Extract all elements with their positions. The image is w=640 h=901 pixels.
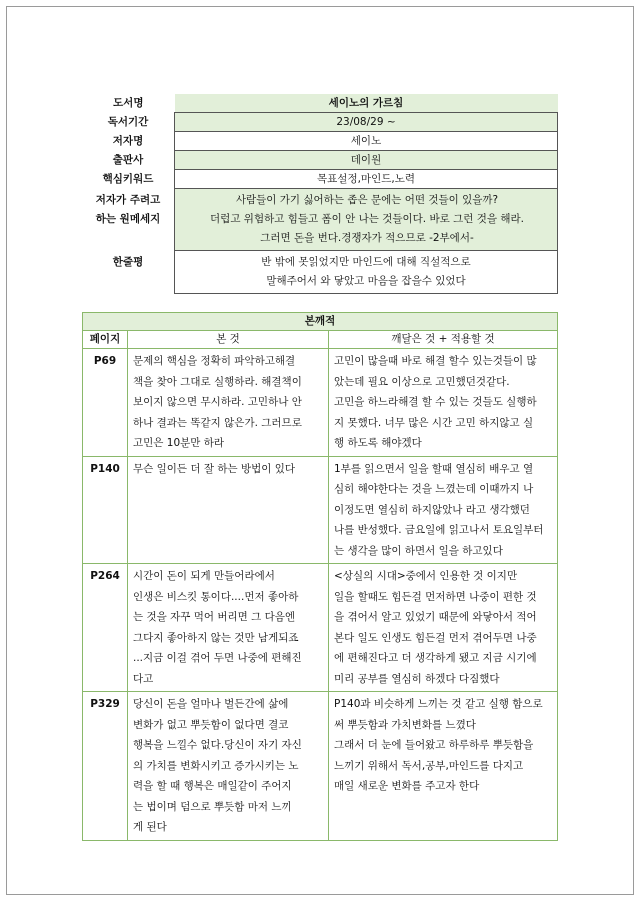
row-page-number: P329	[83, 692, 128, 841]
realized-line: 에 편해진다고 더 생각하게 됐고 지금 시기에	[334, 652, 537, 664]
review-line: 말해주어서 와 닿았고 마음을 잡을수 있었다	[266, 275, 466, 287]
seen-line: 행복을 느낄수 없다.당신이 자기 자신	[133, 739, 302, 751]
realized-line: 고민이 많을때 바로 해결 할수 있는것들이 많	[334, 355, 537, 367]
seen-line: 그다지 좋아하지 않는 것만 남게되죠	[133, 631, 299, 644]
row-seen	[128, 456, 329, 564]
realized-line: 고민을 하느라해결 할 수 있는 것들도 실행하	[334, 396, 537, 408]
seen-line: 하나 결과는 똑같지 않은가. 그러므로	[133, 416, 302, 429]
realized-line: 았는데 필요 이상으로 고민했던것같다.	[334, 375, 510, 388]
label-author: 저자명	[112, 135, 144, 147]
value-author: 세이노	[175, 132, 558, 151]
row-page-number: P69	[83, 349, 128, 457]
seen-line: 게 된다	[133, 821, 167, 833]
value-reading-period: 23/08/29 ~	[175, 113, 558, 132]
info-row-title	[82, 94, 558, 113]
row-seen	[128, 349, 329, 457]
seen-line: 무슨 일이든 더 잘 하는 방법이 있다	[133, 462, 296, 475]
realized-line: 1부를 읽으면서 일을 할때 열심히 배우고 열	[334, 462, 534, 475]
label-review: 한줄평	[112, 255, 144, 268]
seen-line: ...지금 이걸 겪어 두면 나중에 편해진	[133, 652, 302, 664]
seen-line: 다고	[133, 672, 154, 685]
seen-line: 력을 할 때 행복은 매일같이 주어지	[133, 780, 292, 792]
seen-line: 고민은 10분만 하라	[133, 437, 225, 449]
seen-line: 책을 찾아 그대로 실행하라. 해결책이	[133, 375, 302, 388]
label-message-line1: 저자가 주려고	[95, 193, 161, 206]
book-info-table	[82, 94, 558, 294]
seen-line: 시간이 돈이 되게 만들어라에서	[133, 570, 275, 582]
value-message	[175, 189, 558, 251]
label-publisher: 출판사	[112, 154, 144, 166]
seen-line: 변화가 없고 뿌듯함이 없다면 결코	[133, 718, 289, 731]
realized-line: 본다 일도 인생도 힘든걸 먼저 겪어두면 나중	[334, 631, 537, 644]
message-line: 그러면 돈을 번다.경쟁자가 적으므로 -2부에서-	[260, 232, 474, 244]
label-message-line2: 하는 원메세지	[95, 212, 161, 225]
notes-row	[83, 564, 558, 692]
label-book-title: 도서명	[113, 97, 144, 110]
notes-title: 본깨적	[83, 313, 558, 331]
realized-line: 나를 반성했다. 금요일에 읽고나서 토요일부터	[334, 524, 544, 536]
realized-line: 심히 해야한다는 것을 느꼈는데 이때까지 나	[334, 483, 534, 495]
seen-line: 인생은 비스킷 통이다....먼저 좋아하	[133, 590, 299, 603]
notes-header-row	[83, 331, 558, 349]
seen-line: 는 것을 자꾸 먹어 버리면 그 다음엔	[133, 611, 296, 623]
realized-line: 그래서 더 눈에 들어왔고 하루하루 뿌듯함을	[334, 739, 534, 751]
seen-line: 문제의 핵심을 정확히 파악하고해결	[133, 355, 296, 367]
info-row-keywords	[82, 170, 558, 189]
message-line: 더럽고 위험하고 힘들고 폼이 안 나는 것들이다. 바로 그런 것을 해라.	[210, 213, 524, 225]
seen-line: 당신이 돈을 얼마나 벌든간에 삶에	[133, 698, 289, 710]
header-seen: 본 것	[128, 331, 329, 349]
notes-row	[83, 456, 558, 564]
notes-row	[83, 692, 558, 841]
review-line: 반 밖에 못읽었지만 마인드에 대해 직설적으로	[261, 256, 471, 268]
realized-line: 느끼기 위해서 독서,공부,마인드를 다지고	[334, 759, 524, 772]
label-keywords: 핵심키워드	[102, 173, 154, 185]
realized-line: 지 못했다. 너무 많은 시간 고민 하지않고 실	[334, 416, 534, 429]
realized-line: 행 하도록 해야겠다	[334, 437, 422, 449]
label-reading-period: 독서기간	[107, 116, 149, 128]
realized-line: 을 겪어서 알고 있었기 때문에 와닿아서 적어	[334, 611, 537, 623]
row-page-number: P140	[83, 456, 128, 564]
seen-line: 는 법이며 덤으로 뿌듯함 마저 느끼	[133, 800, 292, 813]
realized-line: 는 생각을 많이 하면서 일을 하고있다	[334, 544, 503, 557]
seen-line: 보이지 않으면 무시하라. 고민하나 안	[133, 396, 302, 408]
row-realized	[329, 349, 558, 457]
header-page: 페이지	[83, 331, 128, 349]
info-row-message	[82, 189, 558, 251]
info-row-publisher	[82, 151, 558, 170]
row-realized	[329, 692, 558, 841]
notes-table	[82, 312, 558, 841]
realized-line: <상실의 시대>중에서 인용한 것 이지만	[334, 570, 518, 582]
realized-line: 미리 공부를 열심히 하겠다 다짐했다	[334, 672, 500, 685]
realized-line: 써 뿌듯함과 가치변화를 느꼈다	[334, 718, 476, 731]
value-review	[175, 251, 558, 294]
row-realized	[329, 456, 558, 564]
value-publisher: 데이원	[175, 151, 558, 170]
value-book-title: 세이노의 가르침	[175, 94, 558, 113]
info-row-review	[82, 251, 558, 294]
seen-line: 의 가치를 변화시키고 증가시키는 노	[133, 759, 299, 772]
info-row-period	[82, 113, 558, 132]
message-line: 사람들이 가기 싫어하는 좁은 문에는 어떤 것들이 있을까?	[235, 194, 499, 206]
row-seen	[128, 564, 329, 692]
realized-line: P140과 비슷하게 느끼는 것 같고 실행 함으로	[334, 698, 543, 710]
info-row-author	[82, 132, 558, 151]
realized-line: 이정도면 열심히 하지않았나 라고 생각했던	[334, 503, 530, 516]
row-seen	[128, 692, 329, 841]
header-realized: 깨달은 것 + 적용할 것	[329, 331, 558, 349]
realized-line: 일을 할때도 힘든걸 먼저하면 나중이 편한 것	[334, 590, 537, 603]
row-realized	[329, 564, 558, 692]
label-message	[82, 189, 175, 251]
row-page-number: P264	[83, 564, 128, 692]
realized-line: 매일 새로운 변화를 주고자 한다	[334, 780, 480, 792]
notes-row	[83, 349, 558, 457]
value-keywords: 목표설정,마인드,노력	[175, 170, 558, 189]
